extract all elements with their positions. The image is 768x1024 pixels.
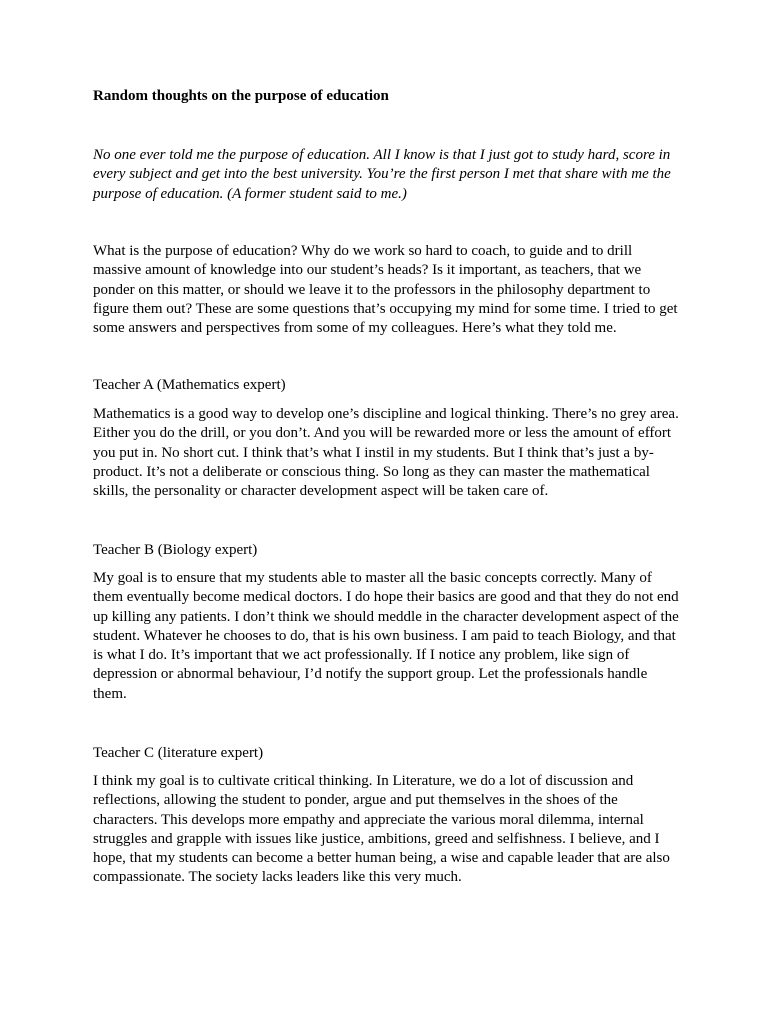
section-heading-teacher-a: Teacher A (Mathematics expert) — [93, 377, 286, 393]
intro-paragraph: What is the purpose of education? Why do we work so hard to coach, to guide and to drill massive amount of knowledge into our student’s heads? Is it important, as teachers, that we ponder on this matter, or should we leave it to the professors in the philosophy department to figure them out? These are some questions that’s occupying my mind for some time. I tried to get some answers and perspectives from some of my colleagues. Here’s what they told me. — [93, 243, 678, 337]
document-title: Random thoughts on the purpose of education — [93, 88, 389, 104]
opening-quote: No one ever told me the purpose of education. All I know is that I just got to study hard, score in every subject and get into the best university. You’re the first person I met that share with me the purpose of education. (A former student said to me.) — [93, 147, 671, 202]
section-text-teacher-c: I think my goal is to cultivate critical thinking. In Literature, we do a lot of discussion and reflections, allowing the student to ponder, argue and put themselves in the shoes of the characters. This develops more empathy and appreciate the various moral dilemma, internal struggles and grapple with issues like justice, ambitions, greed and selfishness. I believe, and I hope, that my students can become a better human being, a wise and capable leader that are also compassionate. The society lacks leaders like this very much. — [93, 773, 670, 886]
section-text-teacher-b: My goal is to ensure that my students able to master all the basic concepts correctly. Many of them eventually become medical doctors. I do hope their basics are good and that they do not end up killing any patients. I don’t think we should meddle in the character development aspect of the student. Whatever he chooses to do, that is his own business. I am paid to teach Biology, and that is what I do. It’s important that we act professionally. If I notice any problem, like sign of depression or abnormal behaviour, I’d notify the support group. Let the professionals handle them. — [93, 570, 679, 702]
section-text-teacher-a: Mathematics is a good way to develop one’s discipline and logical thinking. There’s no grey area. Either you do the drill, or you don’t. And you will be rewarded more or less the amount of effort you put in. No short cut. I think that’s what I instil in my students. But I think that’s just a by-product. It’s not a deliberate or conscious thing. So long as they can master the mathematical skills, the personality or character development aspect will be taken care of. — [93, 406, 679, 500]
section-heading-teacher-b: Teacher B (Biology expert) — [93, 542, 258, 558]
section-heading-teacher-c: Teacher C (literature expert) — [93, 745, 264, 761]
